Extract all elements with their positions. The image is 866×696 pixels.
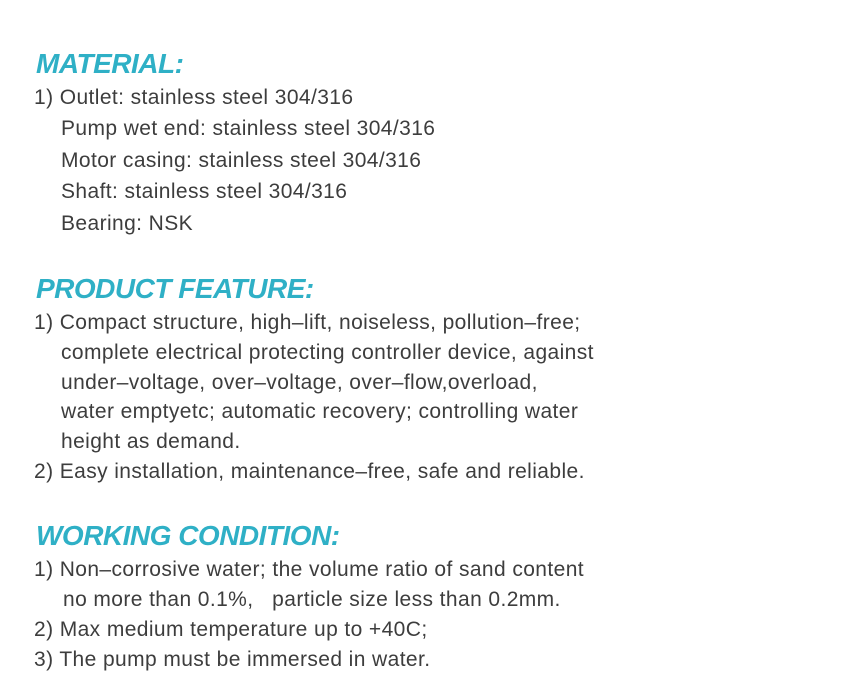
product-feature-heading: PRODUCT FEATURE: [36,273,314,304]
material-line-bearing: Bearing: NSK [61,212,194,235]
material-line-pump-wet-end: Pump wet end: stainless steel 304/316 [61,117,436,140]
feature-line-4: water emptyetc; automatic recovery; controlling water [61,400,579,423]
material-line-shaft: Shaft: stainless steel 304/316 [61,180,348,203]
feature-line-3: under–voltage, over–voltage, over–flow,overload, [61,371,538,394]
material-line-motor-casing: Motor casing: stainless steel 304/316 [61,149,422,172]
working-condition-heading: WORKING CONDITION: [36,520,340,551]
condition-line-4: 3) The pump must be immersed in water. [34,648,431,671]
material-heading: MATERIAL: [36,48,184,79]
feature-line-6: 2) Easy installation, maintenance–free, safe and reliable. [34,460,585,483]
condition-line-2: no more than 0.1%, particle size less than 0.2mm. [63,588,561,611]
feature-line-5: height as demand. [61,430,241,453]
condition-line-3: 2) Max medium temperature up to +40C; [34,618,428,641]
condition-line-1: 1) Non–corrosive water; the volume ratio of sand content [34,558,585,581]
feature-line-1: 1) Compact structure, high–lift, noiseless, pollution–free; [34,311,581,334]
material-line-outlet: 1) Outlet: stainless steel 304/316 [34,86,354,109]
feature-line-2: complete electrical protecting controller device, against [61,341,594,364]
